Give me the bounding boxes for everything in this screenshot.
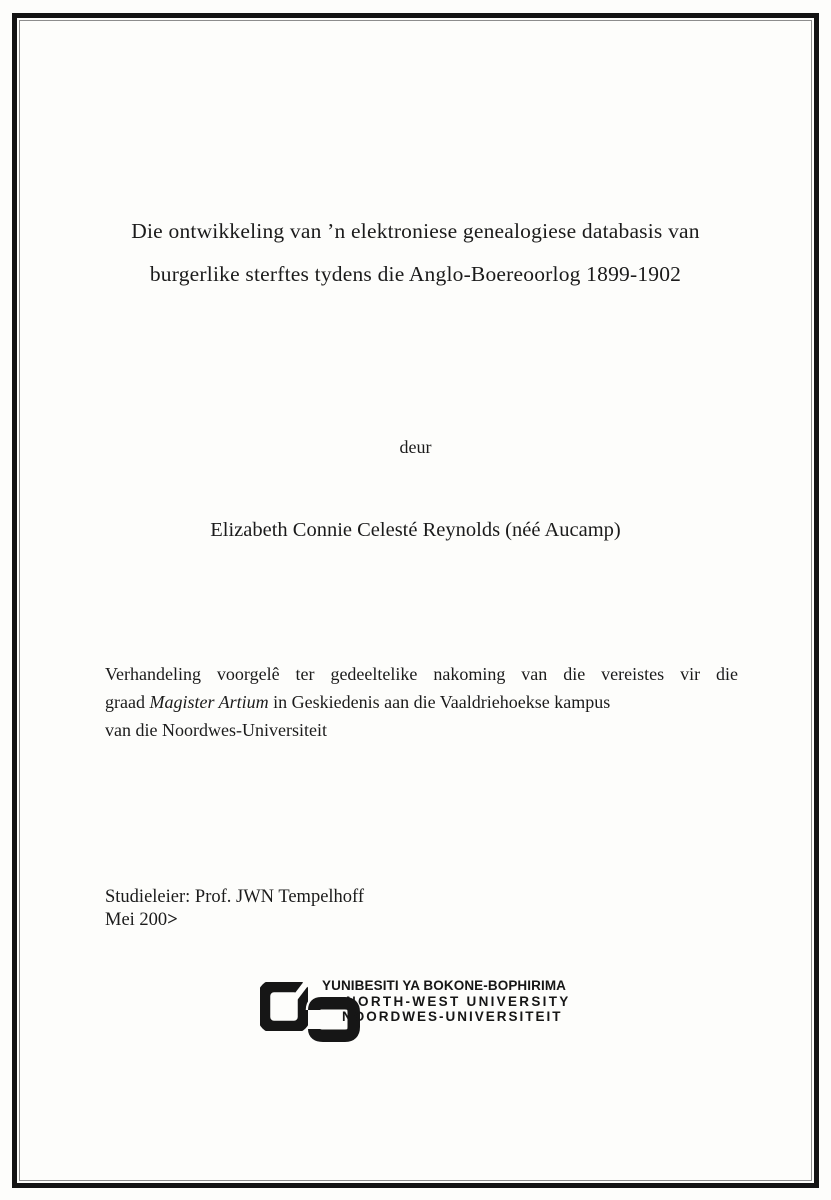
logo-line-english: NORTH-WEST UNIVERSITY — [346, 993, 571, 1009]
degree-statement-line2 — [105, 688, 738, 716]
degree-name-italic: Magister Artium — [149, 692, 269, 712]
thesis-title — [60, 210, 771, 296]
author-name: Elizabeth Connie Celesté Reynolds (néé Aucamp) — [210, 519, 621, 541]
date-line — [105, 909, 364, 932]
supervisor-block — [105, 886, 364, 931]
degree-statement-line3: van die Noordwes-Universiteit — [105, 720, 327, 740]
logo-line-afrikaans: NOORDWES-UNIVERSITEIT — [342, 1009, 563, 1024]
degree-statement-line2-post: in Geskiedenis aan die Vaaldriehoekse kampus — [268, 692, 611, 712]
degree-statement-line2-pre: graad — [105, 692, 150, 712]
date-last-digit-glyph: > — [167, 909, 177, 930]
university-logo-wordmark — [322, 978, 571, 1025]
thesis-title-line2: burgerlike sterftes tydens die Anglo-Boereoorlog 1899-1902 — [149, 262, 682, 286]
supervisor-line: Studieleier: Prof. JWN Tempelhoff — [105, 887, 365, 907]
degree-statement — [105, 660, 738, 744]
date-text: Mei 200 — [105, 909, 168, 930]
degree-statement-line1: Verhandeling voorgelê ter gedeeltelike nakoming van die vereistes vir die — [105, 664, 738, 684]
logo-line-setswana: YUNIBESITI YA BOKONE-BOPHIRIMA — [322, 978, 567, 993]
byline-deur: deur — [399, 437, 432, 457]
thesis-title-line1: Die ontwikkeling van ’n elektroniese genealogiese databasis van — [131, 219, 700, 243]
